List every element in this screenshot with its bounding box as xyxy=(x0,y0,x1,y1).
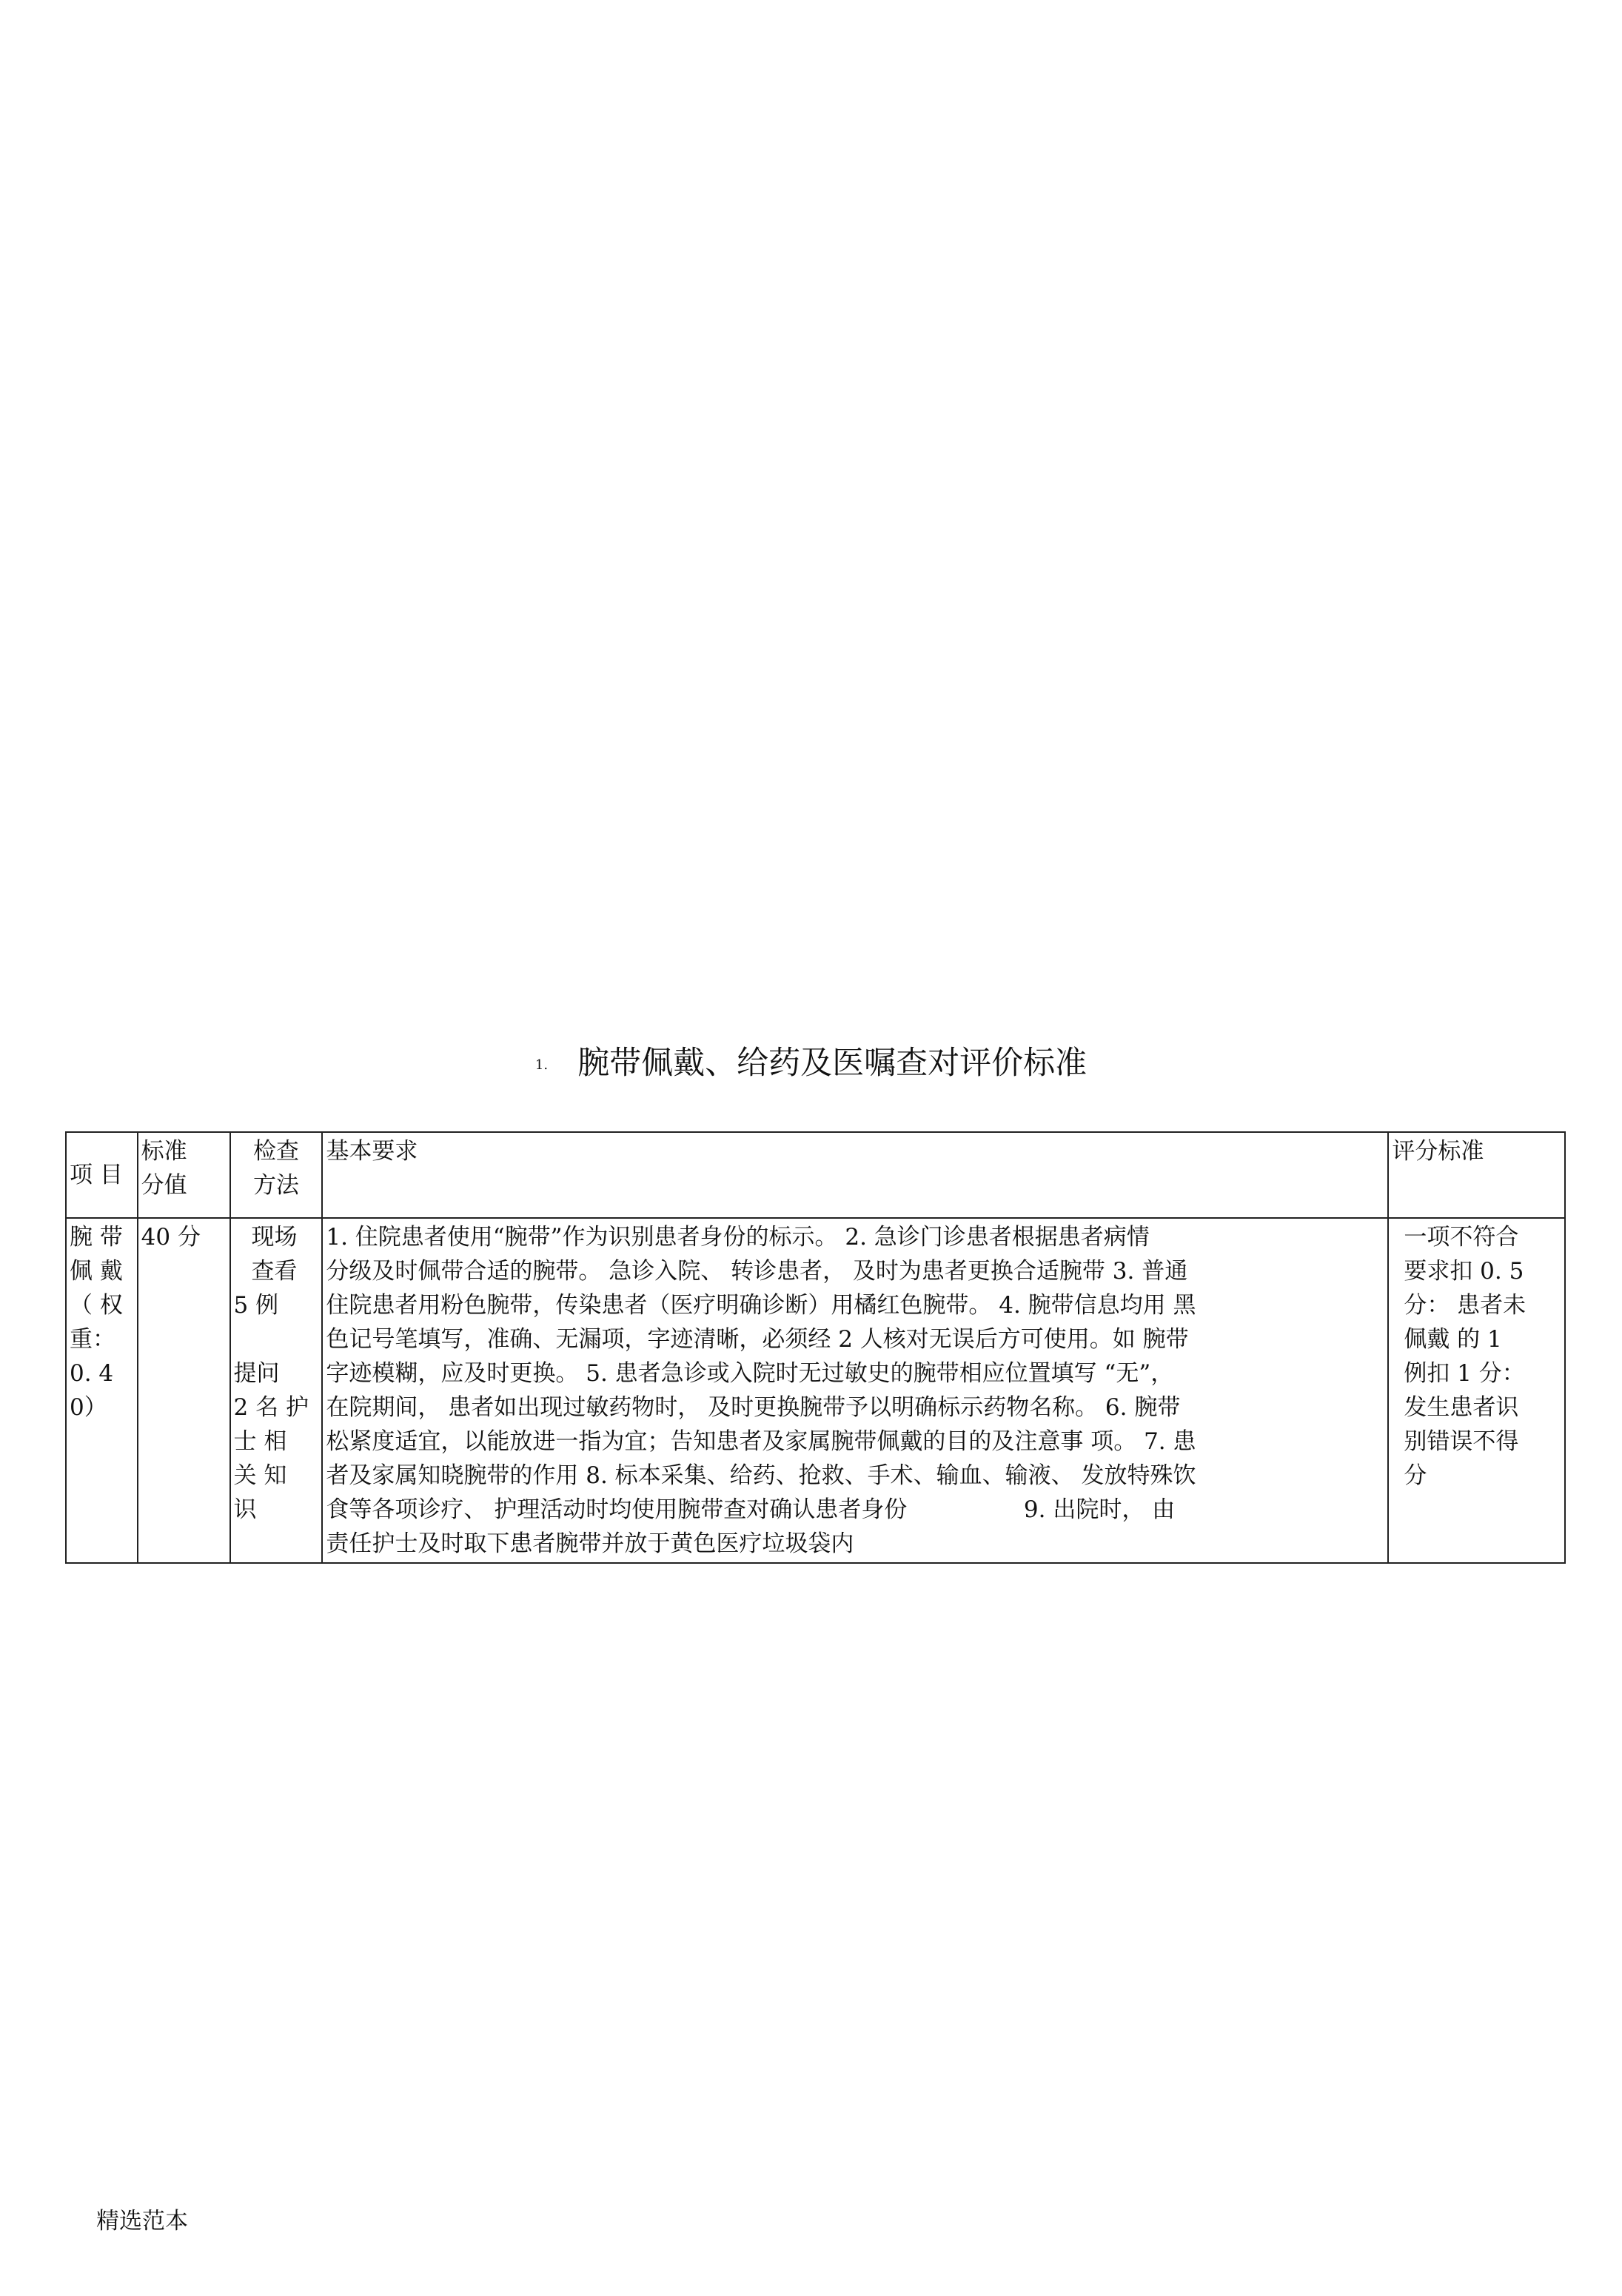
method-line: 识 xyxy=(233,1496,257,1523)
method-line: 5 例 xyxy=(233,1292,279,1319)
method-line: 2 名 护 xyxy=(233,1394,309,1421)
header-method-line-1: 检查 xyxy=(252,1138,299,1165)
method-line: 现场 xyxy=(251,1224,298,1251)
cell-method xyxy=(230,1218,323,1563)
requirement-line: 食等各项诊疗、 护理活动时均使用腕带查对确认患者身份 9. 出院时， 由 xyxy=(326,1496,1176,1523)
item-line: 佩 戴 xyxy=(70,1258,123,1285)
requirement-line: 1. 住院患者使用“腕带”作为识别患者身份的标示。 2. 急诊门诊患者根据患者病情 xyxy=(326,1224,1150,1251)
method-line: 提问 xyxy=(233,1360,280,1387)
header-method xyxy=(230,1132,323,1218)
header-score-line-2: 分值 xyxy=(141,1172,187,1199)
document-title xyxy=(0,1041,1622,1088)
criteria-line: 一项不符合 xyxy=(1404,1224,1519,1251)
requirement-line: 住院患者用粉色腕带，传染患者（医疗明确诊断）用橘红色腕带。 4. 腕带信息均用 黑 xyxy=(326,1292,1196,1319)
criteria-line: 发生患者识 xyxy=(1404,1394,1519,1421)
cell-criteria xyxy=(1388,1218,1565,1563)
method-spacer xyxy=(234,1322,319,1356)
evaluation-table xyxy=(65,1131,1566,1564)
table-row xyxy=(66,1218,1565,1563)
method-line: 查看 xyxy=(251,1258,298,1285)
requirement-line: 色记号笔填写，准确、无漏项，字迹清晰，必须经 2 人核对无误后方可使用。如 腕带 xyxy=(326,1326,1189,1353)
criteria-line: 分： 患者未 xyxy=(1404,1292,1527,1319)
requirement-line: 责任护士及时取下患者腕带并放于黄色医疗垃圾袋内 xyxy=(326,1530,854,1557)
header-basic-requirements: 基本要求 xyxy=(322,1132,1388,1218)
item-line: 0. 4 xyxy=(70,1360,114,1387)
title-number: 1. xyxy=(534,1057,549,1073)
page-footer: 精选范本 xyxy=(96,2208,188,2235)
requirement-line: 分级及时佩带合适的腕带。 急诊入院、 转诊患者， 及时为患者更换合适腕带 3. 普通 xyxy=(326,1258,1188,1285)
cell-item xyxy=(66,1218,138,1563)
header-score xyxy=(138,1132,230,1218)
table-header-row xyxy=(66,1132,1565,1218)
header-item: 项 目 xyxy=(66,1132,138,1218)
title-text: 腕带佩戴、给药及医嘱查对评价标准 xyxy=(577,1045,1088,1082)
item-line: （ 权 xyxy=(70,1292,123,1319)
method-line: 关 知 xyxy=(233,1462,287,1489)
item-line: 腕 带 xyxy=(70,1224,123,1251)
requirement-line: 在院期间， 患者如出现过敏药物时， 及时更换腕带予以明确标示药物名称。 6. 腕带 xyxy=(326,1394,1181,1421)
header-criteria: 评分标准 xyxy=(1388,1132,1565,1218)
criteria-line: 佩戴 的 1 xyxy=(1404,1326,1502,1353)
criteria-line: 要求扣 0. 5 xyxy=(1404,1258,1524,1285)
requirement-line: 字迹模糊，应及时更换。 5. 患者急诊或入院时无过敏史的腕带相应位置填写 “无”， xyxy=(326,1360,1174,1387)
cell-basic-requirements xyxy=(322,1218,1388,1563)
item-line: 重： xyxy=(70,1326,115,1353)
cell-score: 40 分 xyxy=(138,1218,230,1563)
requirement-line: 松紧度适宜，以能放进一指为宜；告知患者及家属腕带佩戴的目的及注意事 项。 7. 患 xyxy=(326,1428,1196,1455)
criteria-line: 分 xyxy=(1404,1462,1427,1489)
criteria-line: 别错误不得 xyxy=(1404,1428,1519,1455)
criteria-line: 例扣 1 分： xyxy=(1404,1360,1525,1387)
method-line: 士 相 xyxy=(233,1428,287,1455)
item-line: 0） xyxy=(70,1394,107,1421)
requirement-line: 者及家属知晓腕带的作用 8. 标本采集、给药、抢救、手术、输血、输液、 发放特殊饮 xyxy=(326,1462,1196,1489)
header-score-line-1: 标准 xyxy=(141,1138,187,1165)
header-method-line-2: 方法 xyxy=(252,1172,299,1199)
